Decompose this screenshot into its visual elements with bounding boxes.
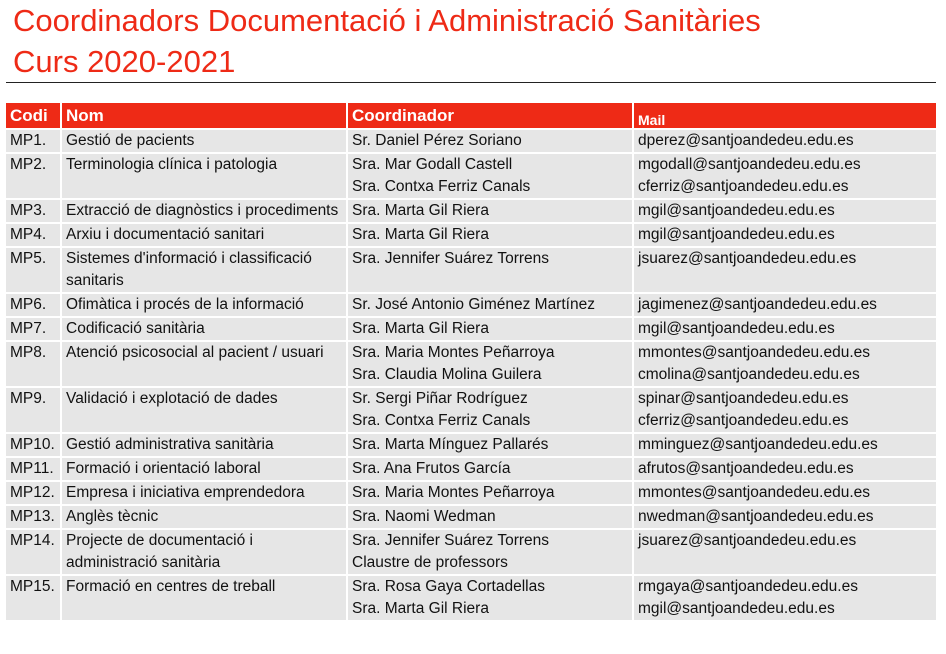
table-row <box>6 434 936 458</box>
coordinator-cell <box>348 576 634 622</box>
name-cell: Gestió de pacients <box>62 130 348 154</box>
email-address: afrutos@santjoandedeu.edu.es <box>638 460 854 477</box>
coordinator-name: Sra. Contxa Ferriz Canals <box>352 412 531 429</box>
coordinator-name: Sra. Maria Montes Peñarroya <box>352 344 555 361</box>
coordinator-cell <box>348 130 634 154</box>
email-address: mgil@santjoandedeu.edu.es <box>638 600 835 617</box>
code-cell: MP9. <box>6 388 62 434</box>
name-cell: Atenció psicosocial al pacient / usuari <box>62 342 348 388</box>
email-address: nwedman@santjoandedeu.edu.es <box>638 508 874 525</box>
page-title <box>13 0 761 82</box>
name-cell: Formació i orientació laboral <box>62 458 348 482</box>
coordinator-name: Sra. Maria Montes Peñarroya <box>352 484 555 501</box>
coordinator-name: Sra. Contxa Ferriz Canals <box>352 178 531 195</box>
table-row <box>6 482 936 506</box>
email-address: cferriz@santjoandedeu.edu.es <box>638 178 849 195</box>
mail-cell <box>634 318 936 342</box>
header-coordinator: Coordinador <box>348 103 634 130</box>
email-address: mgil@santjoandedeu.edu.es <box>638 320 835 337</box>
table-body <box>6 130 936 622</box>
code-cell: MP15. <box>6 576 62 622</box>
table-row <box>6 248 936 294</box>
code-cell: MP10. <box>6 434 62 458</box>
coordinator-name: Sra. Naomi Wedman <box>352 508 496 525</box>
name-cell: Extracció de diagnòstics i procediments <box>62 200 348 224</box>
code-cell: MP1. <box>6 130 62 154</box>
name-cell: Codificació sanitària <box>62 318 348 342</box>
email-address: mgil@santjoandedeu.edu.es <box>638 226 835 243</box>
name-cell: Gestió administrativa sanitària <box>62 434 348 458</box>
coordinator-name: Sra. Marta Gil Riera <box>352 320 489 337</box>
title-line-1: Coordinadors Documentació i Administració Sanitàries <box>13 3 761 38</box>
mail-cell <box>634 248 936 294</box>
email-address: cferriz@santjoandedeu.edu.es <box>638 412 849 429</box>
mail-cell <box>634 576 936 622</box>
table-row <box>6 506 936 530</box>
title-line-2: Curs 2020-2021 <box>13 44 236 79</box>
email-address: dperez@santjoandedeu.edu.es <box>638 132 854 149</box>
email-address: jsuarez@santjoandedeu.edu.es <box>638 532 857 549</box>
coordinator-cell <box>348 200 634 224</box>
table-row <box>6 200 936 224</box>
mail-cell <box>634 506 936 530</box>
table-row <box>6 388 936 434</box>
email-address: mminguez@santjoandedeu.edu.es <box>638 436 878 453</box>
coordinator-name: Sra. Jennifer Suárez Torrens <box>352 250 550 267</box>
code-cell: MP3. <box>6 200 62 224</box>
coordinator-cell <box>348 506 634 530</box>
email-address: mgodall@santjoandedeu.edu.es <box>638 156 861 173</box>
mail-cell <box>634 130 936 154</box>
table-row <box>6 576 936 622</box>
header-code: Codi <box>6 103 62 130</box>
coordinator-name: Sra. Jennifer Suárez Torrens <box>352 532 550 549</box>
table-row <box>6 318 936 342</box>
table-row <box>6 224 936 248</box>
coordinator-cell <box>348 318 634 342</box>
email-address: mmontes@santjoandedeu.edu.es <box>638 484 871 501</box>
table-row <box>6 294 936 318</box>
coordinator-name: Sra. Marta Mínguez Pallarés <box>352 436 549 453</box>
coordinator-cell <box>348 248 634 294</box>
coordinator-name: Sra. Ana Frutos García <box>352 460 511 477</box>
code-cell: MP12. <box>6 482 62 506</box>
mail-cell <box>634 482 936 506</box>
mail-cell <box>634 342 936 388</box>
coordinator-name: Sra. Marta Gil Riera <box>352 226 489 243</box>
code-cell: MP6. <box>6 294 62 318</box>
code-cell: MP14. <box>6 530 62 576</box>
email-address: mmontes@santjoandedeu.edu.es <box>638 344 871 361</box>
email-address: jsuarez@santjoandedeu.edu.es <box>638 250 857 267</box>
coordinator-cell <box>348 342 634 388</box>
name-cell: Empresa i iniciativa emprendedora <box>62 482 348 506</box>
mail-cell <box>634 224 936 248</box>
code-cell: MP13. <box>6 506 62 530</box>
coordinator-name: Sra. Marta Gil Riera <box>352 202 489 219</box>
code-cell: MP7. <box>6 318 62 342</box>
mail-cell <box>634 388 936 434</box>
code-cell: MP8. <box>6 342 62 388</box>
name-cell: Terminologia clínica i patologia <box>62 154 348 200</box>
table-row <box>6 342 936 388</box>
code-cell: MP11. <box>6 458 62 482</box>
mail-cell <box>634 530 936 576</box>
coordinator-name: Claustre de professors <box>352 554 508 571</box>
email-address: cmolina@santjoandedeu.edu.es <box>638 366 860 383</box>
name-cell: Arxiu i documentació sanitari <box>62 224 348 248</box>
coordinator-name: Sr. Daniel Pérez Soriano <box>352 132 522 149</box>
coordinator-name: Sra. Marta Gil Riera <box>352 600 489 617</box>
coordinator-cell <box>348 434 634 458</box>
email-address: mgil@santjoandedeu.edu.es <box>638 202 835 219</box>
coordinator-cell <box>348 458 634 482</box>
coordinator-name: Sra. Claudia Molina Guilera <box>352 366 542 383</box>
header-mail: Mail <box>634 103 936 130</box>
coordinator-cell <box>348 224 634 248</box>
mail-cell <box>634 294 936 318</box>
name-cell: Ofimàtica i procés de la informació <box>62 294 348 318</box>
name-cell: Formació en centres de treball <box>62 576 348 622</box>
code-cell: MP2. <box>6 154 62 200</box>
coordinator-cell <box>348 530 634 576</box>
mail-cell <box>634 458 936 482</box>
table-row <box>6 154 936 200</box>
mail-cell <box>634 200 936 224</box>
coordinator-name: Sr. Sergi Piñar Rodríguez <box>352 390 528 407</box>
code-cell: MP4. <box>6 224 62 248</box>
table-row <box>6 130 936 154</box>
coordinators-table <box>6 103 936 622</box>
coordinator-name: Sra. Rosa Gaya Cortadellas <box>352 578 545 595</box>
name-cell: Validació i explotació de dades <box>62 388 348 434</box>
coordinator-cell <box>348 154 634 200</box>
mail-cell <box>634 154 936 200</box>
email-address: rmgaya@santjoandedeu.edu.es <box>638 578 858 595</box>
header-name: Nom <box>62 103 348 130</box>
coordinator-cell <box>348 388 634 434</box>
table-row <box>6 530 936 576</box>
email-address: jagimenez@santjoandedeu.edu.es <box>638 296 877 313</box>
coordinator-cell <box>348 294 634 318</box>
email-address: spinar@santjoandedeu.edu.es <box>638 390 849 407</box>
name-cell: Anglès tècnic <box>62 506 348 530</box>
code-cell: MP5. <box>6 248 62 294</box>
coordinator-name: Sr. José Antonio Giménez Martínez <box>352 296 595 313</box>
coordinator-cell <box>348 482 634 506</box>
table-row <box>6 458 936 482</box>
coordinator-name: Sra. Mar Godall Castell <box>352 156 513 173</box>
mail-cell <box>634 434 936 458</box>
name-cell: Sistemes d'informació i classificació sanitaris <box>62 248 348 294</box>
name-cell: Projecte de documentació i administració sanitària <box>62 530 348 576</box>
title-divider <box>6 82 936 83</box>
table-header-row <box>6 103 936 130</box>
